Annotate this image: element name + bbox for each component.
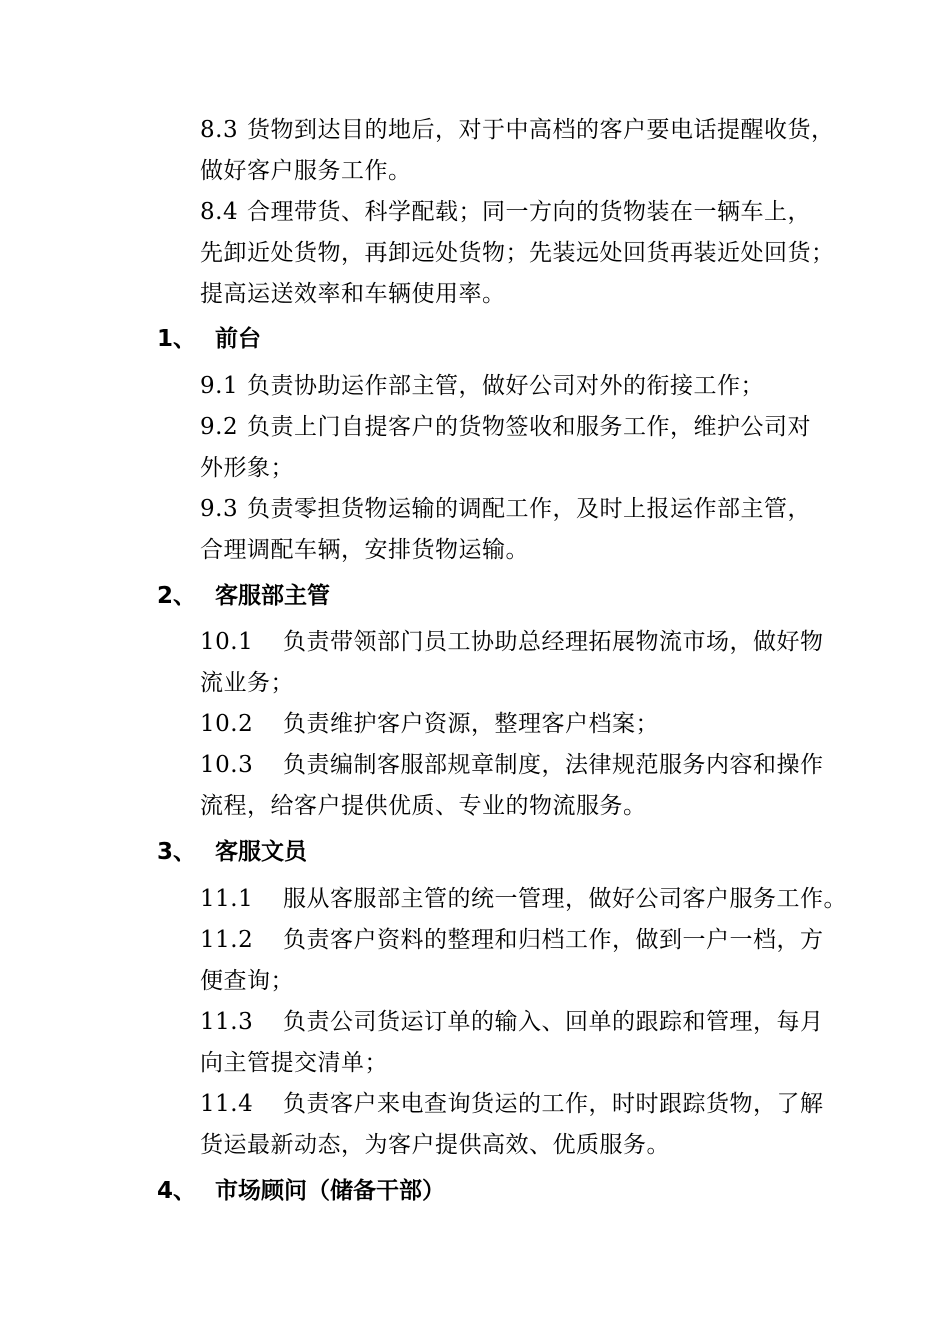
paragraph-text: 服从客服部主管的统一管理，做好公司客户服务工作。: [283, 886, 847, 912]
section-title: 客服部主管: [215, 583, 330, 609]
paragraph-9-2: [200, 407, 850, 489]
paragraph-text: 货物到达目的地后，对于中高档的客户要电话提醒收货，: [247, 117, 835, 143]
section-heading-market-consultant: [157, 1175, 445, 1207]
section-title: 市场顾问（储备干部）: [215, 1178, 445, 1204]
paragraph-line: [200, 530, 850, 571]
paragraph-line: [200, 489, 850, 530]
paragraph-text: 负责协助运作部主管，做好公司对外的衔接工作；: [247, 373, 764, 399]
paragraph-line: [200, 920, 850, 961]
paragraph-8-3: [200, 110, 850, 192]
paragraph-line: [200, 663, 850, 704]
paragraph-line: [200, 745, 850, 786]
paragraph-11-3: [200, 1002, 850, 1084]
section-heading-reception: [157, 323, 261, 355]
section-number: 3、: [157, 839, 197, 865]
section-heading-cs-clerk: [157, 836, 307, 868]
section-number: 1、: [157, 326, 197, 352]
paragraph-line: [200, 151, 850, 192]
paragraph-text: 负责维护客户资源，整理客户档案；: [283, 711, 659, 737]
paragraph-text: 货运最新动态，为客户提供高效、优质服务。: [200, 1132, 670, 1158]
paragraph-line: [200, 879, 850, 920]
paragraph-text: 流程，给客户提供优质、专业的物流服务。: [200, 793, 647, 819]
paragraph-11-1: [200, 879, 850, 920]
paragraph-text: 负责客户资料的整理和归档工作，做到一户一档，方: [283, 927, 824, 953]
paragraph-number: 11.4: [200, 1091, 254, 1117]
paragraph-number: 9.2: [200, 414, 239, 440]
paragraph-line: [200, 192, 850, 233]
paragraph-line: [200, 786, 850, 827]
section-number: 4、: [157, 1178, 197, 1204]
paragraph-text: 提高运送效率和车辆使用率。: [200, 281, 506, 307]
paragraph-10-3: [200, 745, 850, 827]
paragraph-text: 负责带领部门员工协助总经理拓展物流市场，做好物: [283, 629, 824, 655]
paragraph-line: [200, 1084, 850, 1125]
section-number: 2、: [157, 583, 197, 609]
paragraph-line: [200, 110, 850, 151]
paragraph-number: 10.3: [200, 752, 254, 778]
paragraph-line: [200, 1002, 850, 1043]
paragraph-line: [200, 961, 850, 1002]
paragraph-number: 11.2: [200, 927, 254, 953]
paragraph-number: 8.3: [200, 117, 239, 143]
paragraph-text: 做好客户服务工作。: [200, 158, 412, 184]
paragraph-11-4: [200, 1084, 850, 1166]
paragraph-number: 8.4: [200, 199, 239, 225]
section-heading-cs-supervisor: [157, 580, 330, 612]
paragraph-line: [200, 448, 850, 489]
paragraph-number: 9.3: [200, 496, 239, 522]
paragraph-10-1: [200, 622, 850, 704]
paragraph-line: [200, 407, 850, 448]
paragraph-line: [200, 704, 850, 745]
paragraph-line: [200, 233, 850, 274]
paragraph-9-3: [200, 489, 850, 571]
paragraph-text: 负责客户来电查询货运的工作，时时跟踪货物，了解: [283, 1091, 824, 1117]
paragraph-text: 便查询；: [200, 968, 294, 994]
paragraph-text: 负责上门自提客户的货物签收和服务工作，维护公司对: [247, 414, 811, 440]
section-title: 前台: [215, 326, 261, 352]
paragraph-text: 外形象；: [200, 455, 294, 481]
paragraph-text: 向主管提交清单；: [200, 1050, 388, 1076]
paragraph-text: 先卸近处货物，再卸远处货物；先装远处回货再装近处回货；: [200, 240, 835, 266]
paragraph-11-2: [200, 920, 850, 1002]
paragraph-text: 负责编制客服部规章制度，法律规范服务内容和操作: [283, 752, 824, 778]
paragraph-number: 10.1: [200, 629, 254, 655]
paragraph-text: 流业务；: [200, 670, 294, 696]
paragraph-text: 合理带货、科学配载；同一方向的货物装在一辆车上，: [247, 199, 811, 225]
paragraph-text: 负责公司货运订单的输入、回单的跟踪和管理，每月: [283, 1009, 824, 1035]
paragraph-line: [200, 622, 850, 663]
paragraph-line: [200, 1125, 850, 1166]
paragraph-line: [200, 1043, 850, 1084]
paragraph-number: 10.2: [200, 711, 254, 737]
section-title: 客服文员: [215, 839, 307, 865]
paragraph-number: 11.3: [200, 1009, 254, 1035]
paragraph-8-4: [200, 192, 850, 315]
paragraph-text: 负责零担货物运输的调配工作，及时上报运作部主管，: [247, 496, 811, 522]
paragraph-10-2: [200, 704, 850, 745]
paragraph-line: [200, 366, 850, 407]
paragraph-number: 11.1: [200, 886, 254, 912]
paragraph-text: 合理调配车辆，安排货物运输。: [200, 537, 529, 563]
paragraph-9-1: [200, 366, 850, 407]
paragraph-line: [200, 274, 850, 315]
paragraph-number: 9.1: [200, 373, 239, 399]
